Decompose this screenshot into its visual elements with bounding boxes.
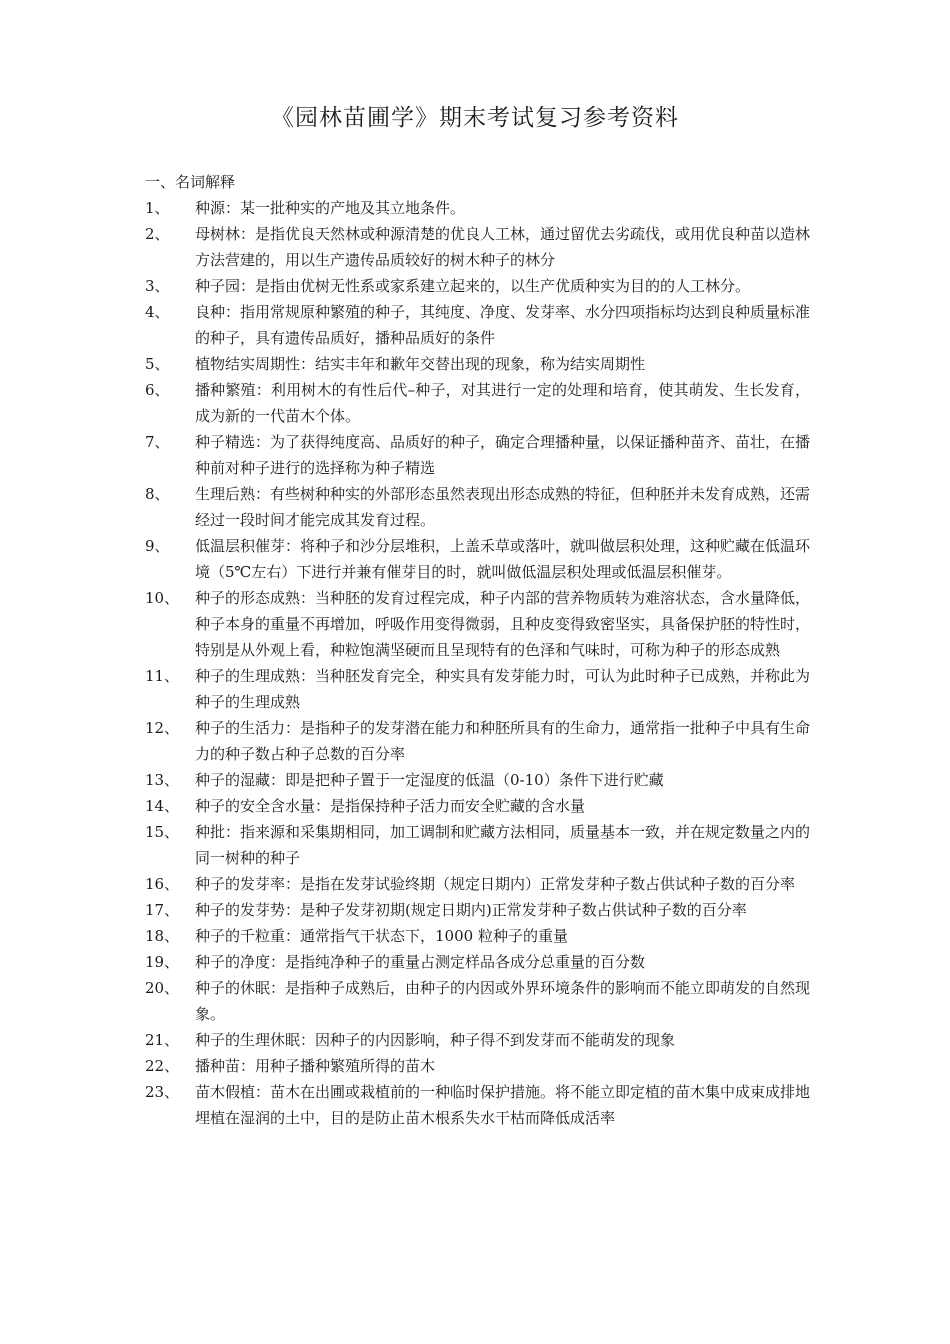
list-item	[145, 923, 810, 949]
item-number: 3、	[145, 277, 170, 295]
item-text: 苗木假植：苗木在出圃或栽植前的一种临时保护措施。将不能立即定植的苗木集中成束成排地埋植在湿润的土中，目的是防止苗木根系失水干枯而降低成活率	[195, 1083, 811, 1127]
list-item	[145, 793, 810, 819]
item-number: 4、	[145, 303, 170, 321]
list-item	[145, 975, 810, 1027]
item-text: 种子的安全含水量：是指保持种子活力而安全贮藏的含水量	[195, 797, 586, 815]
list-item	[145, 767, 810, 793]
item-number: 10、	[145, 589, 180, 607]
item-text: 种子的湿藏：即是把种子置于一定湿度的低温（0-10）条件下进行贮藏	[195, 771, 664, 789]
item-text: 低温层积催芽：将种子和沙分层堆积，上盖禾草或落叶，就叫做层积处理，这种贮藏在低温环境（5℃左右）下进行并兼有催芽目的时，就叫做低温层积处理或低温层积催芽。	[195, 537, 811, 581]
section-heading: 一、名词解释	[145, 173, 236, 191]
list-item	[145, 377, 810, 429]
item-text: 生理后熟：有些树种种实的外部形态虽然表现出形态成熟的特征，但种胚并未发育成熟，还需经过一段时间才能完成其发育过程。	[195, 485, 811, 529]
document-title: 《园林苗圃学》期末考试复习参考资料	[271, 105, 679, 131]
item-text: 播种苗：用种子播种繁殖所得的苗木	[195, 1057, 436, 1075]
item-number: 21、	[145, 1031, 180, 1049]
item-number: 15、	[145, 823, 180, 841]
item-number: 22、	[145, 1057, 180, 1075]
item-number: 23、	[145, 1083, 180, 1101]
item-number: 8、	[145, 485, 170, 503]
item-text: 良种：指用常规原种繁殖的种子，其纯度、净度、发芽率、水分四项指标均达到良种质量标准的种子，具有遗传品质好，播种品质好的条件	[195, 303, 811, 347]
item-number: 11、	[145, 667, 180, 685]
item-number: 1、	[145, 199, 170, 217]
list-item	[145, 481, 810, 533]
item-text: 种子的生活力：是指种子的发芽潜在能力和种胚所具有的生命力，通常指一批种子中具有生命力的种子数占种子总数的百分率	[195, 719, 811, 763]
item-number: 6、	[145, 381, 170, 399]
list-item	[145, 871, 810, 897]
item-number: 13、	[145, 771, 180, 789]
list-item	[145, 1079, 810, 1131]
list-item	[145, 195, 810, 221]
list-item	[145, 299, 810, 351]
list-item	[145, 429, 810, 481]
item-text: 种源：某一批种实的产地及其立地条件。	[195, 199, 466, 217]
list-item	[145, 1027, 810, 1053]
list-item	[145, 715, 810, 767]
list-item	[145, 351, 810, 377]
item-text: 种子的发芽率：是指在发芽试验终期（规定日期内）正常发芽种子数占供试种子数的百分率	[195, 875, 796, 893]
item-number: 18、	[145, 927, 180, 945]
item-text: 种子的千粒重：通常指气干状态下，1000 粒种子的重量	[195, 927, 568, 945]
item-text: 种子的形态成熟：当种胚的发育过程完成，种子内部的营养物质转为难溶状态，含水量降低，种子本身的重量不再增加，呼吸作用变得微弱，且种皮变得致密坚实，具备保护胚的特性时，特别是从外观上看，种粒饱满坚硬而且呈现特有的色泽和气味时，可称为种子的形态成熟	[195, 589, 811, 659]
list-item	[145, 663, 810, 715]
item-text: 母树林：是指优良天然林或种源清楚的优良人工林，通过留优去劣疏伐，或用优良种苗以造林方法营建的，用以生产遗传品质较好的树木种子的林分	[195, 225, 811, 269]
item-number: 2、	[145, 225, 170, 243]
item-text: 种批：指来源和采集期相同，加工调制和贮藏方法相同，质量基本一致，并在规定数量之内的同一树种的种子	[195, 823, 811, 867]
item-text: 种子的发芽势：是种子发芽初期(规定日期内)正常发芽种子数占供试种子数的百分率	[195, 901, 747, 919]
item-number: 19、	[145, 953, 180, 971]
item-text: 播种繁殖：利用树木的有性后代–种子，对其进行一定的处理和培育，使其萌发、生长发育，成为新的一代苗木个体。	[195, 381, 810, 425]
item-text: 植物结实周期性：结实丰年和歉年交替出现的现象，称为结实周期性	[195, 355, 646, 373]
list-item	[145, 1053, 810, 1079]
list-item	[145, 819, 810, 871]
item-text: 种子的净度：是指纯净种子的重量占测定样品各成分总重量的百分数	[195, 953, 646, 971]
item-number: 7、	[145, 433, 170, 451]
item-number: 12、	[145, 719, 180, 737]
definition-list	[145, 195, 810, 1131]
item-number: 16、	[145, 875, 180, 893]
list-item	[145, 897, 810, 923]
item-number: 9、	[145, 537, 170, 555]
list-item	[145, 533, 810, 585]
list-item	[145, 585, 810, 663]
item-text: 种子的休眠：是指种子成熟后，由种子的内因或外界环境条件的影响而不能立即萌发的自然现象。	[195, 979, 811, 1023]
item-number: 5、	[145, 355, 170, 373]
item-text: 种子园：是指由优树无性系或家系建立起来的，以生产优质种实为目的的人工林分。	[195, 277, 751, 295]
list-item	[145, 949, 810, 975]
list-item	[145, 273, 810, 299]
item-number: 17、	[145, 901, 180, 919]
list-item	[145, 221, 810, 273]
item-number: 14、	[145, 797, 180, 815]
item-text: 种子的生理成熟：当种胚发育完全，种实具有发芽能力时，可认为此时种子已成熟，并称此为种子的生理成熟	[195, 667, 811, 711]
item-text: 种子精选：为了获得纯度高、品质好的种子，确定合理播种量，以保证播种苗齐、苗壮，在播种前对种子进行的选择称为种子精选	[195, 433, 811, 477]
item-text: 种子的生理休眠：因种子的内因影响，种子得不到发芽而不能萌发的现象	[195, 1031, 676, 1049]
item-number: 20、	[145, 979, 180, 997]
